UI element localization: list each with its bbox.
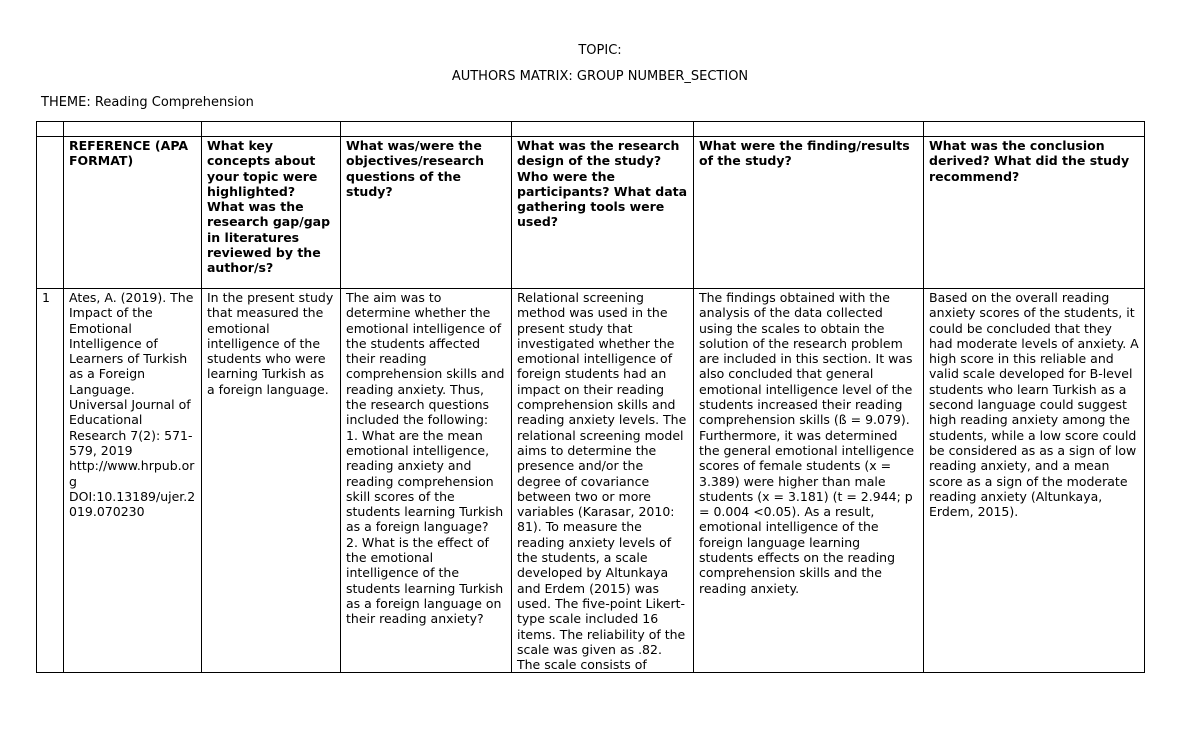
authors-matrix-table [36, 121, 1145, 673]
spacer-cell [64, 122, 202, 137]
reference-cell: Ates, A. (2019). The Impact of the Emotional Intelligence of Learners of Turkish as a Foreign Language. Universal Journal of Educational Research 7(2): 571-579, 2019 http://www.hrpub.org DOI:10.13189/ujer.2019.070230 [64, 289, 202, 673]
conclusion-cell: Based on the overall reading anxiety scores of the students, it could be concluded that they had moderate levels of anxiety. A high score in this reliable and valid scale developed for B-level students who learn Turkish as a second language could suggest high reading anxiety among the students, while a low score could be considered as as a sign of low reading anxiety, and a mean score as a sign of the moderate reading anxiety (Altunkaya, Erdem, 2015). [924, 289, 1145, 673]
header-reference: REFERENCE (APA FORMAT) [64, 137, 202, 289]
authors-matrix-heading: AUTHORS MATRIX: GROUP NUMBER_SECTION [451, 69, 749, 84]
spacer-cell [202, 122, 341, 137]
spacer-cell [37, 122, 64, 137]
header-conclusion: What was the conclusion derived? What did the study recommend? [924, 137, 1145, 289]
spacer-cell [341, 122, 512, 137]
header-research-design: What was the research design of the study? Who were the participants? What data gathering tools were used? [512, 137, 694, 289]
findings-cell: The findings obtained with the analysis of the data collected using the scales to obtain the solution of the research problem are included in this section. It was also concluded that general emotional intelligence level of the students increased their reading comprehension skills (ß = 9.079). Furthermore, it was determined the general emotional intelligence scores of female students (x = 3.389) were higher than male students (x = 3.181) (t = 2.944; p = 0.004 <0.05). As a result, emotional intelligence of the foreign language learning students effects on the reading comprehension skills and the reading anxiety. [694, 289, 924, 673]
spacer-cell [694, 122, 924, 137]
spacer-cell [924, 122, 1145, 137]
spacer-cell [512, 122, 694, 137]
header-objectives: What was/were the objectives/research questions of the study? [341, 137, 512, 289]
key-concepts-cell: In the present study that measured the emotional intelligence of the students who were learning Turkish as a foreign language. [202, 289, 341, 673]
table-spacer-row [37, 122, 1145, 137]
theme-line: THEME: Reading Comprehension [41, 95, 254, 110]
header-key-concepts: What key concepts about your topic were highlighted? What was the research gap/gap in literatures reviewed by the author/s? [202, 137, 341, 289]
research-design-cell: Relational screening method was used in the present study that investigated whether the emotional intelligence of foreign students had an impact on their reading comprehension skills and reading anxiety levels. The relational screening model aims to determine the presence and/or the degree of covariance between two or more variables (Karasar, 2010: 81). To measure the reading anxiety levels of the students, a scale developed by Altunkaya and Erdem (2015) was used. The five-point Likert-type scale included 16 items. The reliability of the scale was given as .82. The scale consists of [512, 289, 694, 673]
row-number-cell: 1 [37, 289, 64, 673]
header-findings: What were the finding/results of the study? [694, 137, 924, 289]
topic-heading: TOPIC: [578, 43, 622, 58]
objectives-cell: The aim was to determine whether the emotional intelligence of the students affected their reading comprehension skills and reading anxiety. Thus, the research questions included the following: 1. What are the mean emotional intelligence, reading anxiety and reading comprehension skill scores of the students learning Turkish as a foreign language? 2. What is the effect of the emotional intelligence of the students learning Turkish as a foreign language on their reading anxiety? [341, 289, 512, 673]
table-row [37, 289, 1145, 673]
table-header-row [37, 137, 1145, 289]
header-number [37, 137, 64, 289]
